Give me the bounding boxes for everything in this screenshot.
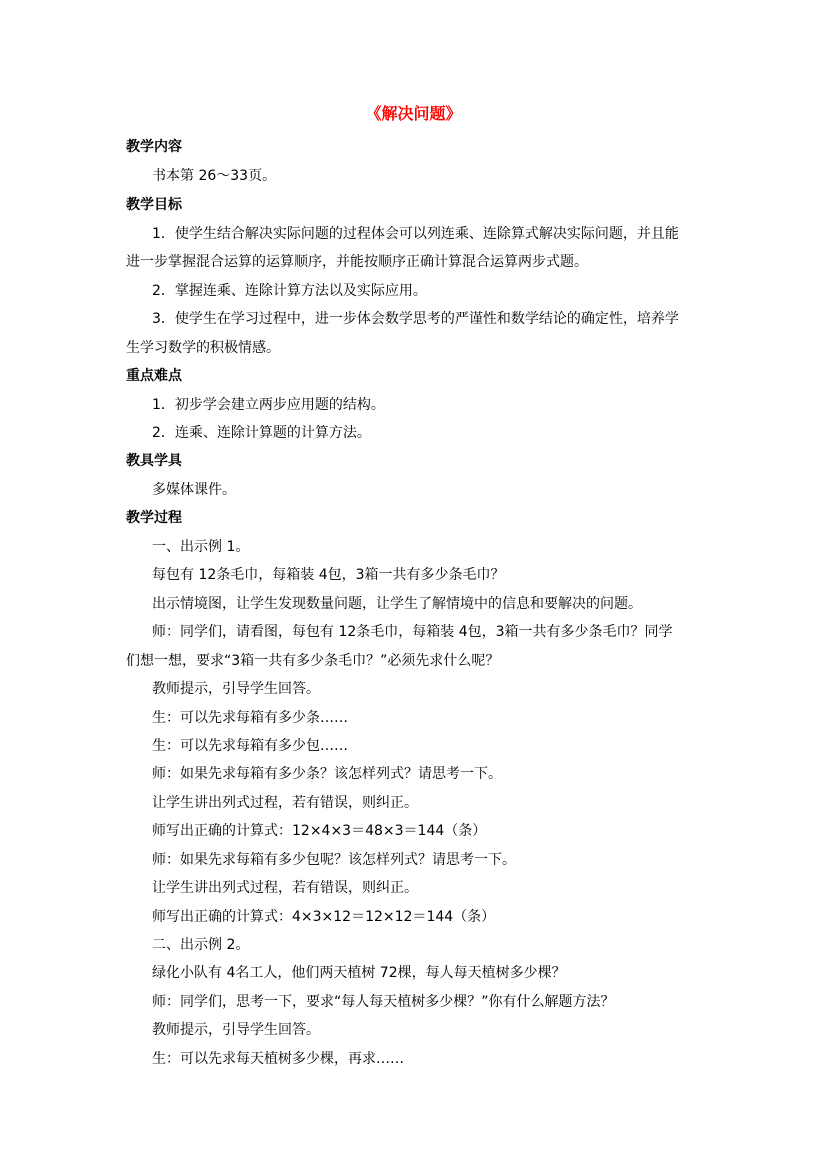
document-title: 《解决问题》: [365, 104, 462, 123]
process-line: 一、出示例 1。: [152, 539, 250, 555]
process-line: 师：同学们，请看图，每包有 12条毛巾，每箱装 4包，3箱一共有多少条毛巾？同学: [152, 624, 673, 640]
process-line: 师写出正确的计算式：12×4×3＝48×3＝144（条）: [152, 823, 487, 839]
tools-line: 多媒体课件。: [152, 482, 236, 498]
goals-line: 3．使学生在学习过程中，进一步体会数学思考的严谨性和数学结论的确定性，培养学: [152, 311, 679, 327]
process-line: 们想一想，要求“3箱一共有多少条毛巾？”必须先求什么呢？: [126, 653, 500, 669]
goals-line: 2．掌握连乘、连除计算方法以及实际应用。: [152, 283, 427, 299]
process-line: 绿化小队有 4名工人，他们两天植树 72棵，每人每天植树多少棵？: [152, 965, 566, 981]
content-line: 书本第 26～33页。: [152, 168, 277, 184]
process-line: 生：可以先求每天植树多少棵，再求……: [152, 1051, 404, 1067]
process-line: 师写出正确的计算式：4×3×12＝12×12＝144（条）: [152, 909, 496, 925]
goals-line: 进一步掌握混合运算的运算顺序，并能按顺序正确计算混合运算两步式题。: [126, 254, 588, 270]
section-heading-key-points: 重点难点: [126, 368, 182, 384]
section-heading-content: 教学内容: [126, 139, 182, 155]
process-line: 师：如果先求每箱有多少包呢？该怎样列式？请思考一下。: [152, 852, 516, 868]
process-line: 生：可以先求每箱有多少包……: [152, 738, 348, 754]
process-line: 让学生讲出列式过程，若有错误，则纠正。: [152, 795, 418, 811]
key-points-line: 1．初步学会建立两步应用题的结构。: [152, 397, 385, 413]
key-points-line: 2．连乘、连除计算题的计算方法。: [152, 425, 371, 441]
process-line: 教师提示，引导学生回答。: [152, 681, 320, 697]
section-heading-tools: 教具学具: [126, 453, 182, 469]
goals-line: 1．使学生结合解决实际问题的过程体会可以列连乘、连除算式解决实际问题，并且能: [152, 226, 679, 242]
process-line: 每包有 12条毛巾，每箱装 4包，3箱一共有多少条毛巾？: [152, 567, 505, 583]
section-heading-goals: 教学目标: [126, 197, 182, 213]
process-line: 出示情境图，让学生发现数量问题，让学生了解情境中的信息和要解决的问题。: [152, 596, 642, 612]
process-line: 教师提示，引导学生回答。: [152, 1022, 320, 1038]
section-heading-process: 教学过程: [126, 510, 182, 526]
process-line: 师：同学们，思考一下，要求“每人每天植树多少棵？”你有什么解题方法？: [152, 994, 615, 1010]
goals-line: 生学习数学的积极情感。: [126, 340, 280, 356]
process-line: 生：可以先求每箱有多少条……: [152, 710, 348, 726]
process-line: 师：如果先求每箱有多少条？该怎样列式？请思考一下。: [152, 766, 502, 782]
process-line: 二、出示例 2。: [152, 937, 250, 953]
process-line: 让学生讲出列式过程，若有错误，则纠正。: [152, 880, 418, 896]
